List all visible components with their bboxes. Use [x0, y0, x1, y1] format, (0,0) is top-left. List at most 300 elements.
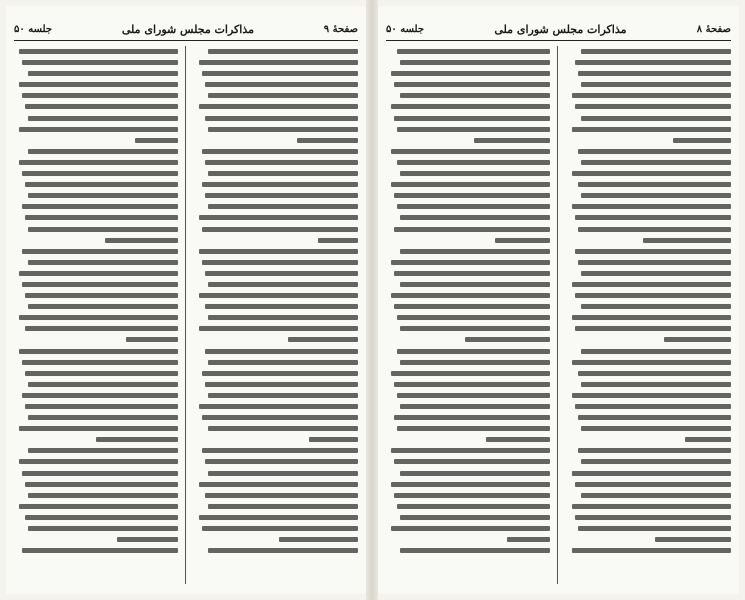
text-line-placeholder: [386, 401, 550, 412]
text-line-bar: [397, 426, 550, 431]
text-line-placeholder: [386, 124, 550, 135]
text-line-bar: [205, 493, 358, 498]
text-line-placeholder: [194, 124, 358, 135]
text-column-left-outer: [194, 46, 358, 586]
text-line-bar: [575, 515, 731, 520]
text-line-placeholder: [194, 368, 358, 379]
text-line-bar: [578, 260, 731, 265]
text-line-placeholder: [386, 135, 550, 146]
text-line-placeholder: [386, 312, 550, 323]
text-line-placeholder: [194, 523, 358, 534]
text-line-bar: [581, 82, 731, 87]
text-line-bar: [19, 349, 178, 354]
text-line-bar: [28, 304, 178, 309]
text-line-placeholder: [567, 290, 731, 301]
text-line-placeholder: [194, 290, 358, 301]
text-line-bar: [205, 349, 358, 354]
text-line-bar: [578, 182, 731, 187]
text-line-placeholder: [386, 445, 550, 456]
text-line-placeholder: [14, 46, 178, 57]
text-line-bar: [495, 238, 550, 243]
column-divider: [557, 46, 558, 584]
text-line-placeholder: [14, 445, 178, 456]
text-line-placeholder: [194, 545, 358, 556]
text-line-bar: [400, 215, 550, 220]
text-line-placeholder: [194, 479, 358, 490]
text-line-bar: [25, 293, 178, 298]
text-line-placeholder: [567, 468, 731, 479]
text-line-placeholder: [194, 301, 358, 312]
text-line-placeholder: [194, 512, 358, 523]
text-line-placeholder: [567, 146, 731, 157]
text-line-bar: [394, 493, 550, 498]
text-line-bar: [397, 393, 550, 398]
text-line-bar: [19, 82, 178, 87]
text-line-placeholder: [386, 57, 550, 68]
text-line-placeholder: [386, 412, 550, 423]
text-line-bar: [578, 71, 731, 76]
text-line-placeholder: [386, 290, 550, 301]
text-line-placeholder: [14, 390, 178, 401]
text-line-bar: [400, 171, 550, 176]
text-line-placeholder: [194, 468, 358, 479]
text-line-bar: [400, 404, 550, 409]
text-line-placeholder: [386, 490, 550, 501]
text-line-placeholder: [386, 90, 550, 101]
text-line-bar: [578, 227, 731, 232]
text-line-bar: [19, 49, 178, 54]
text-line-placeholder: [567, 79, 731, 90]
text-line-bar: [397, 315, 550, 320]
text-line-bar: [25, 215, 178, 220]
text-line-bar: [205, 116, 358, 121]
text-line-bar: [25, 104, 178, 109]
text-line-placeholder: [194, 101, 358, 112]
text-line-placeholder: [386, 468, 550, 479]
text-line-bar: [581, 116, 731, 121]
text-line-placeholder: [14, 168, 178, 179]
text-line-bar: [575, 104, 731, 109]
text-line-placeholder: [14, 224, 178, 235]
text-line-placeholder: [567, 523, 731, 534]
text-line-bar: [22, 471, 178, 476]
text-line-placeholder: [194, 423, 358, 434]
text-line-bar: [581, 160, 731, 165]
text-line-bar: [575, 482, 731, 487]
text-line-placeholder: [386, 179, 550, 190]
text-line-placeholder: [194, 357, 358, 368]
text-line-bar: [581, 49, 731, 54]
text-line-bar: [318, 238, 358, 243]
text-line-bar: [208, 393, 358, 398]
text-line-placeholder: [567, 479, 731, 490]
text-line-placeholder: [567, 412, 731, 423]
left-page-title: مذاکرات مجلس شورای ملی: [121, 22, 254, 36]
text-line-placeholder: [14, 113, 178, 124]
text-line-placeholder: [567, 90, 731, 101]
text-line-bar: [673, 138, 731, 143]
text-line-bar: [135, 138, 178, 143]
text-line-placeholder: [14, 312, 178, 323]
text-line-placeholder: [567, 323, 731, 334]
text-line-placeholder: [567, 346, 731, 357]
text-line-bar: [28, 526, 178, 531]
text-line-placeholder: [14, 490, 178, 501]
text-line-placeholder: [14, 68, 178, 79]
text-line-bar: [208, 127, 358, 132]
text-line-placeholder: [14, 423, 178, 434]
text-line-placeholder: [386, 379, 550, 390]
text-line-bar: [22, 93, 178, 98]
text-line-bar: [391, 448, 550, 453]
text-line-placeholder: [386, 68, 550, 79]
text-line-bar: [199, 515, 358, 520]
text-line-bar: [394, 193, 550, 198]
text-line-bar: [202, 71, 358, 76]
text-line-placeholder: [386, 146, 550, 157]
text-line-placeholder: [567, 257, 731, 268]
text-column-right-inner: [386, 46, 550, 586]
text-line-placeholder: [386, 346, 550, 357]
text-line-bar: [208, 426, 358, 431]
text-line-placeholder: [567, 224, 731, 235]
text-line-placeholder: [386, 168, 550, 179]
text-line-bar: [572, 504, 731, 509]
text-line-bar: [397, 160, 550, 165]
text-line-bar: [199, 404, 358, 409]
text-line-bar: [28, 116, 178, 121]
text-line-placeholder: [567, 135, 731, 146]
text-line-placeholder: [567, 534, 731, 545]
text-line-placeholder: [567, 390, 731, 401]
text-line-placeholder: [567, 157, 731, 168]
text-line-bar: [202, 227, 358, 232]
text-line-placeholder: [14, 201, 178, 212]
text-line-bar: [28, 448, 178, 453]
text-line-bar: [25, 515, 178, 520]
text-line-placeholder: [386, 113, 550, 124]
text-line-bar: [578, 526, 731, 531]
text-line-bar: [202, 149, 358, 154]
text-line-bar: [578, 371, 731, 376]
text-line-bar: [391, 371, 550, 376]
text-line-placeholder: [567, 434, 731, 445]
text-line-bar: [572, 127, 731, 132]
right-page-title: مذاکرات مجلس شورای ملی: [494, 22, 627, 36]
text-line-placeholder: [14, 468, 178, 479]
text-line-bar: [22, 393, 178, 398]
text-line-placeholder: [14, 157, 178, 168]
text-line-placeholder: [194, 346, 358, 357]
header-rule: [14, 40, 358, 41]
text-line-placeholder: [386, 268, 550, 279]
text-line-bar: [400, 471, 550, 476]
text-line-placeholder: [14, 235, 178, 246]
text-line-placeholder: [14, 412, 178, 423]
text-line-placeholder: [567, 368, 731, 379]
text-line-placeholder: [194, 490, 358, 501]
text-line-placeholder: [194, 334, 358, 345]
text-line-placeholder: [194, 57, 358, 68]
text-line-placeholder: [567, 124, 731, 135]
column-divider: [185, 46, 186, 584]
text-line-placeholder: [386, 79, 550, 90]
text-line-bar: [205, 82, 358, 87]
text-line-placeholder: [14, 79, 178, 90]
text-line-bar: [391, 260, 550, 265]
text-line-bar: [391, 526, 550, 531]
text-line-bar: [391, 482, 550, 487]
text-line-bar: [397, 204, 550, 209]
text-line-placeholder: [194, 379, 358, 390]
text-line-placeholder: [386, 224, 550, 235]
text-line-bar: [400, 360, 550, 365]
text-line-bar: [572, 548, 731, 553]
text-line-placeholder: [386, 357, 550, 368]
text-line-bar: [199, 326, 358, 331]
right-page: [378, 6, 739, 594]
text-line-bar: [643, 238, 731, 243]
text-line-bar: [22, 171, 178, 176]
text-line-bar: [202, 448, 358, 453]
text-line-bar: [581, 271, 731, 276]
text-line-bar: [394, 116, 550, 121]
text-line-placeholder: [567, 168, 731, 179]
text-line-bar: [400, 515, 550, 520]
text-line-placeholder: [386, 157, 550, 168]
text-line-placeholder: [567, 179, 731, 190]
text-line-bar: [25, 182, 178, 187]
text-line-bar: [394, 459, 550, 464]
text-line-bar: [575, 60, 731, 65]
text-line-placeholder: [14, 323, 178, 334]
text-line-bar: [199, 215, 358, 220]
text-line-placeholder: [194, 179, 358, 190]
text-line-placeholder: [14, 57, 178, 68]
text-line-bar: [19, 426, 178, 431]
text-line-placeholder: [386, 323, 550, 334]
text-line-placeholder: [194, 135, 358, 146]
text-line-bar: [208, 504, 358, 509]
text-line-bar: [28, 193, 178, 198]
text-line-placeholder: [14, 101, 178, 112]
right-page-number: صفحهٔ ۸: [696, 23, 731, 35]
left-page-header: [14, 20, 358, 38]
text-line-placeholder: [14, 135, 178, 146]
text-line-bar: [208, 471, 358, 476]
text-line-bar: [575, 404, 731, 409]
text-line-bar: [208, 548, 358, 553]
text-line-placeholder: [14, 146, 178, 157]
text-line-bar: [19, 127, 178, 132]
header-rule: [386, 40, 731, 41]
text-line-bar: [22, 360, 178, 365]
text-line-placeholder: [14, 512, 178, 523]
text-line-placeholder: [194, 390, 358, 401]
text-line-placeholder: [386, 534, 550, 545]
text-line-bar: [391, 71, 550, 76]
text-line-placeholder: [567, 201, 731, 212]
text-line-bar: [581, 426, 731, 431]
text-line-placeholder: [194, 168, 358, 179]
text-line-bar: [394, 304, 550, 309]
text-line-bar: [400, 60, 550, 65]
text-line-placeholder: [194, 279, 358, 290]
text-line-bar: [25, 326, 178, 331]
text-line-bar: [205, 271, 358, 276]
text-line-bar: [394, 415, 550, 420]
text-line-bar: [28, 493, 178, 498]
text-line-bar: [400, 249, 550, 254]
text-line-placeholder: [386, 501, 550, 512]
text-line-bar: [202, 415, 358, 420]
text-line-bar: [19, 160, 178, 165]
left-page-number: صفحهٔ ۹: [323, 23, 358, 35]
text-line-bar: [572, 282, 731, 287]
text-line-placeholder: [194, 257, 358, 268]
text-line-placeholder: [386, 434, 550, 445]
left-page: [6, 6, 366, 594]
text-line-placeholder: [194, 412, 358, 423]
text-line-placeholder: [386, 368, 550, 379]
text-line-bar: [202, 526, 358, 531]
text-line-placeholder: [386, 456, 550, 467]
text-line-placeholder: [14, 501, 178, 512]
text-line-bar: [96, 437, 178, 442]
text-line-bar: [394, 382, 550, 387]
text-line-placeholder: [567, 501, 731, 512]
text-line-bar: [655, 537, 731, 542]
text-line-placeholder: [14, 534, 178, 545]
text-line-bar: [400, 326, 550, 331]
text-line-bar: [22, 282, 178, 287]
text-line-placeholder: [194, 224, 358, 235]
text-line-placeholder: [386, 512, 550, 523]
text-line-placeholder: [386, 212, 550, 223]
text-line-bar: [400, 93, 550, 98]
text-line-placeholder: [14, 90, 178, 101]
text-line-bar: [208, 93, 358, 98]
text-line-placeholder: [567, 246, 731, 257]
text-line-bar: [205, 459, 358, 464]
text-line-placeholder: [194, 190, 358, 201]
text-line-bar: [400, 282, 550, 287]
text-line-placeholder: [194, 456, 358, 467]
text-line-bar: [581, 193, 731, 198]
text-column-right-outer: [567, 46, 731, 586]
text-line-bar: [578, 149, 731, 154]
text-line-bar: [208, 360, 358, 365]
text-line-placeholder: [567, 334, 731, 345]
text-line-placeholder: [567, 423, 731, 434]
text-line-bar: [465, 337, 550, 342]
text-line-placeholder: [386, 423, 550, 434]
text-line-bar: [297, 138, 358, 143]
right-page-session: جلسه ۵۰: [386, 23, 425, 35]
text-line-bar: [391, 182, 550, 187]
text-line-placeholder: [567, 445, 731, 456]
text-line-placeholder: [567, 190, 731, 201]
text-line-bar: [28, 382, 178, 387]
text-line-bar: [19, 504, 178, 509]
text-line-bar: [199, 249, 358, 254]
text-line-bar: [572, 171, 731, 176]
text-line-bar: [199, 482, 358, 487]
text-line-placeholder: [567, 490, 731, 501]
text-line-placeholder: [386, 523, 550, 534]
text-line-bar: [685, 437, 731, 442]
text-column-left-inner: [14, 46, 178, 586]
text-line-placeholder: [14, 545, 178, 556]
text-line-placeholder: [194, 401, 358, 412]
text-line-bar: [199, 104, 358, 109]
text-line-bar: [202, 182, 358, 187]
text-line-bar: [309, 437, 358, 442]
text-line-bar: [28, 227, 178, 232]
text-line-bar: [578, 448, 731, 453]
text-line-placeholder: [567, 268, 731, 279]
text-line-placeholder: [14, 190, 178, 201]
text-line-bar: [474, 138, 550, 143]
text-line-bar: [400, 548, 550, 553]
text-line-bar: [397, 504, 550, 509]
text-line-bar: [572, 393, 731, 398]
text-line-placeholder: [14, 357, 178, 368]
text-line-placeholder: [567, 113, 731, 124]
text-line-bar: [391, 149, 550, 154]
text-line-placeholder: [386, 257, 550, 268]
text-line-placeholder: [567, 46, 731, 57]
text-line-bar: [397, 127, 550, 132]
text-line-placeholder: [14, 523, 178, 534]
text-line-bar: [575, 215, 731, 220]
text-line-bar: [572, 93, 731, 98]
text-line-bar: [572, 204, 731, 209]
text-line-bar: [664, 337, 731, 342]
text-line-placeholder: [194, 79, 358, 90]
text-line-placeholder: [14, 179, 178, 190]
text-line-bar: [394, 271, 550, 276]
text-line-bar: [581, 349, 731, 354]
text-line-placeholder: [194, 212, 358, 223]
text-line-placeholder: [567, 301, 731, 312]
text-line-bar: [394, 82, 550, 87]
text-line-placeholder: [194, 235, 358, 246]
text-line-bar: [22, 249, 178, 254]
text-line-placeholder: [194, 146, 358, 157]
text-line-bar: [19, 271, 178, 276]
text-line-placeholder: [14, 246, 178, 257]
text-line-bar: [199, 60, 358, 65]
text-line-bar: [22, 204, 178, 209]
text-line-placeholder: [194, 201, 358, 212]
text-line-placeholder: [567, 279, 731, 290]
text-line-bar: [208, 282, 358, 287]
text-line-placeholder: [194, 90, 358, 101]
text-line-placeholder: [386, 279, 550, 290]
right-page-header: [386, 20, 731, 38]
text-line-placeholder: [14, 346, 178, 357]
text-line-bar: [25, 371, 178, 376]
text-line-bar: [575, 326, 731, 331]
text-line-bar: [581, 304, 731, 309]
text-line-placeholder: [14, 212, 178, 223]
text-line-placeholder: [194, 268, 358, 279]
text-line-bar: [28, 149, 178, 154]
text-line-placeholder: [14, 124, 178, 135]
text-line-bar: [199, 293, 358, 298]
text-line-placeholder: [386, 246, 550, 257]
